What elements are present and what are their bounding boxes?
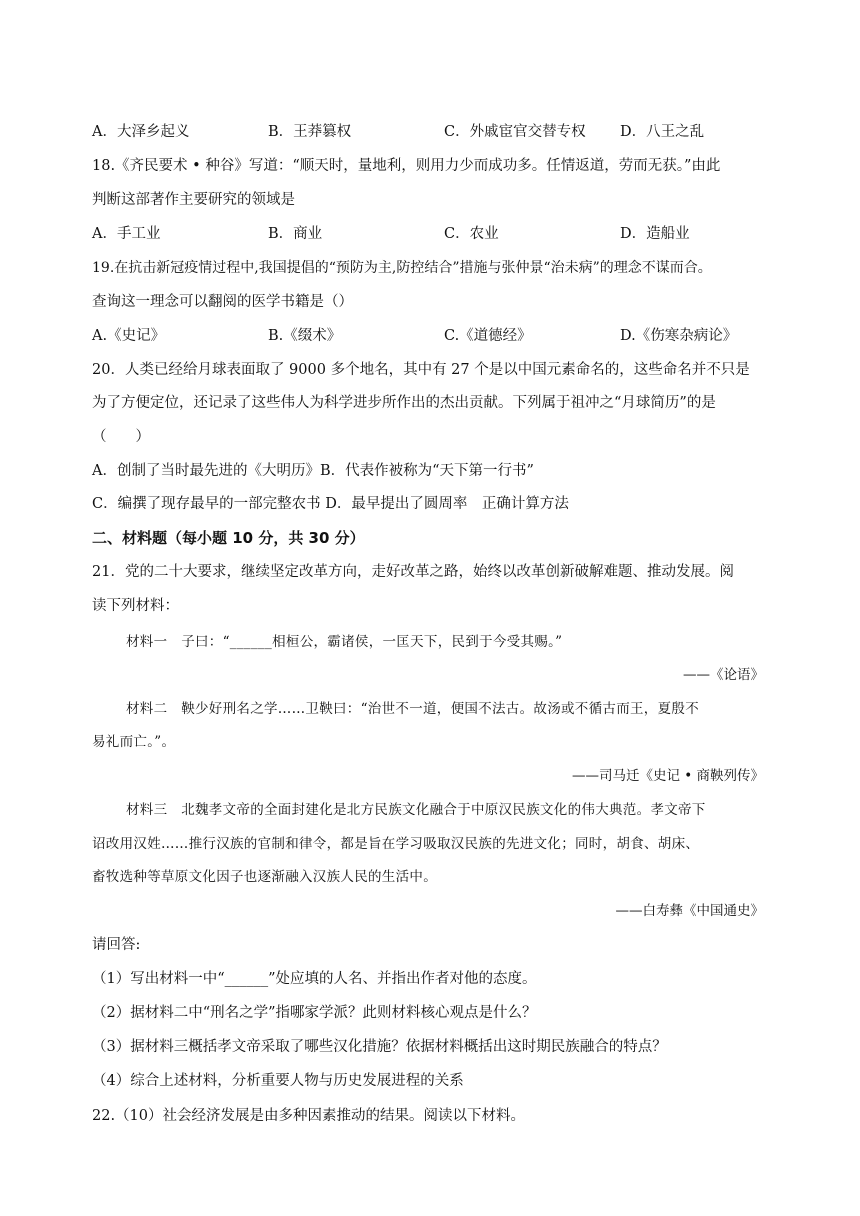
- material-1-source: ——《论语》: [683, 667, 764, 683]
- q17-option-d: D．八王之乱: [620, 124, 705, 140]
- q21-subquestion-1: （1）写出材料一中“______”处应填的人名、并指出作者对他的态度。: [92, 971, 537, 987]
- q18-option-c: C．农业: [444, 226, 499, 242]
- q19-options: [92, 326, 780, 346]
- material-2-line2: 易礼而亡。”。: [92, 734, 176, 750]
- q21-intro-line1: 21．党的二十大要求，继续坚定改革方向，走好改革之路，始终以改革创新破解难题、推动发展。阅: [92, 564, 734, 580]
- q20-stem-line2: 为了方便定位，还记录了这些伟人为科学进步所作出的杰出贡献。下列属于祖冲之“月球简历”的是: [92, 395, 716, 411]
- q19-option-a: A.《史记》: [92, 328, 166, 344]
- q19-option-b: B.《缀术》: [268, 328, 342, 344]
- q20-stem-line1: 20．人类已经给月球表面取了 9000 多个地名，其中有 27 个是以中国元素命名的，这些命名并不只是: [92, 362, 750, 378]
- material-2-source: ——司马迁《史记 • 商鞅列传》: [571, 768, 764, 784]
- q21-subquestion-3: （3）据材料三概括孝文帝采取了哪些汉化措施？依据材料概括出这时期民族融合的特点？: [92, 1039, 667, 1055]
- q18-stem-line1: 18.《齐民要术 • 种谷》写道：“顺天时，量地利，则用力少而成功多。任情返道，劳而无获。”由此: [92, 158, 721, 174]
- q18-option-d: D．造船业: [620, 226, 690, 242]
- answer-prompt: 请回答:: [92, 937, 141, 953]
- q19-option-c: C.《道德经》: [444, 328, 532, 344]
- material-3-line2: 诏改用汉姓……推行汉族的官制和律令，都是旨在学习吸取汉民族的先进文化；同时，胡食、胡床、: [92, 836, 700, 852]
- q19-stem-line1: 19.在抗击新冠疫情过程中,我国提倡的“预防为主,防控结合”措施与张仲景“治未病”的理念不谋而合。: [92, 260, 712, 276]
- q17-option-b: B．王莽篡权: [268, 124, 352, 140]
- q17-option-c: C．外戚宦官交替专权: [444, 124, 586, 140]
- q18-options: [92, 224, 780, 244]
- q21-intro-line2: 读下列材料：: [92, 598, 179, 614]
- material-3-line1: 材料三 北魏孝文帝的全面封建化是北方民族文化融合于中原汉民族文化的伟大典范。孝文帝下: [126, 802, 706, 818]
- q20-stem-line3: （ ）: [92, 429, 150, 445]
- q18-option-a: A．手工业: [92, 226, 161, 242]
- q19-option-d: D.《伤寒杂病论》: [620, 328, 738, 344]
- section-heading: 二、材料题（每小题 10 分，共 30 分）: [92, 529, 365, 547]
- q18-stem-line2: 判断这部著作主要研究的领域是: [92, 192, 295, 208]
- material-3-source: ——白寿彝《中国通史》: [615, 903, 764, 919]
- q21-subquestion-2: （2）据材料二中“刑名之学”指哪家学派？此则材料核心观点是什么？: [92, 1005, 537, 1021]
- q17-option-a: A．大泽乡起义: [92, 124, 190, 140]
- q22-stem: 22.（10）社会经济发展是由多种因素推动的结果。阅读以下材料。: [92, 1108, 526, 1124]
- material-1-text: 材料一 子曰：“______相桓公，霸诸侯，一匡天下，民到于今受其赐。”: [126, 634, 563, 650]
- q18-option-b: B．商业: [268, 226, 323, 242]
- material-3-line3: 畜牧选种等草原文化因子也逐渐融入汉族人民的生活中。: [92, 869, 437, 885]
- material-2-line1: 材料二 鞅少好刑名之学……卫鞅曰：“治世不一道，便国不法古。故汤或不循古而王，夏殷不: [126, 701, 699, 717]
- q19-stem-line2: 查询这一理念可以翻阅的医学书籍是（）: [92, 294, 353, 310]
- q20-options-ab: A．创制了当时最先进的《大明历》B．代表作被称为“天下第一行书”: [92, 463, 534, 479]
- q20-options-cd: C．编撰了现存最早的一部完整农书 D．最早提出了圆周率 正确计算方法: [92, 496, 569, 512]
- q21-subquestion-4: （4）综合上述材料，分析重要人物与历史发展进程的关系: [92, 1073, 464, 1089]
- q17-options: [92, 122, 780, 142]
